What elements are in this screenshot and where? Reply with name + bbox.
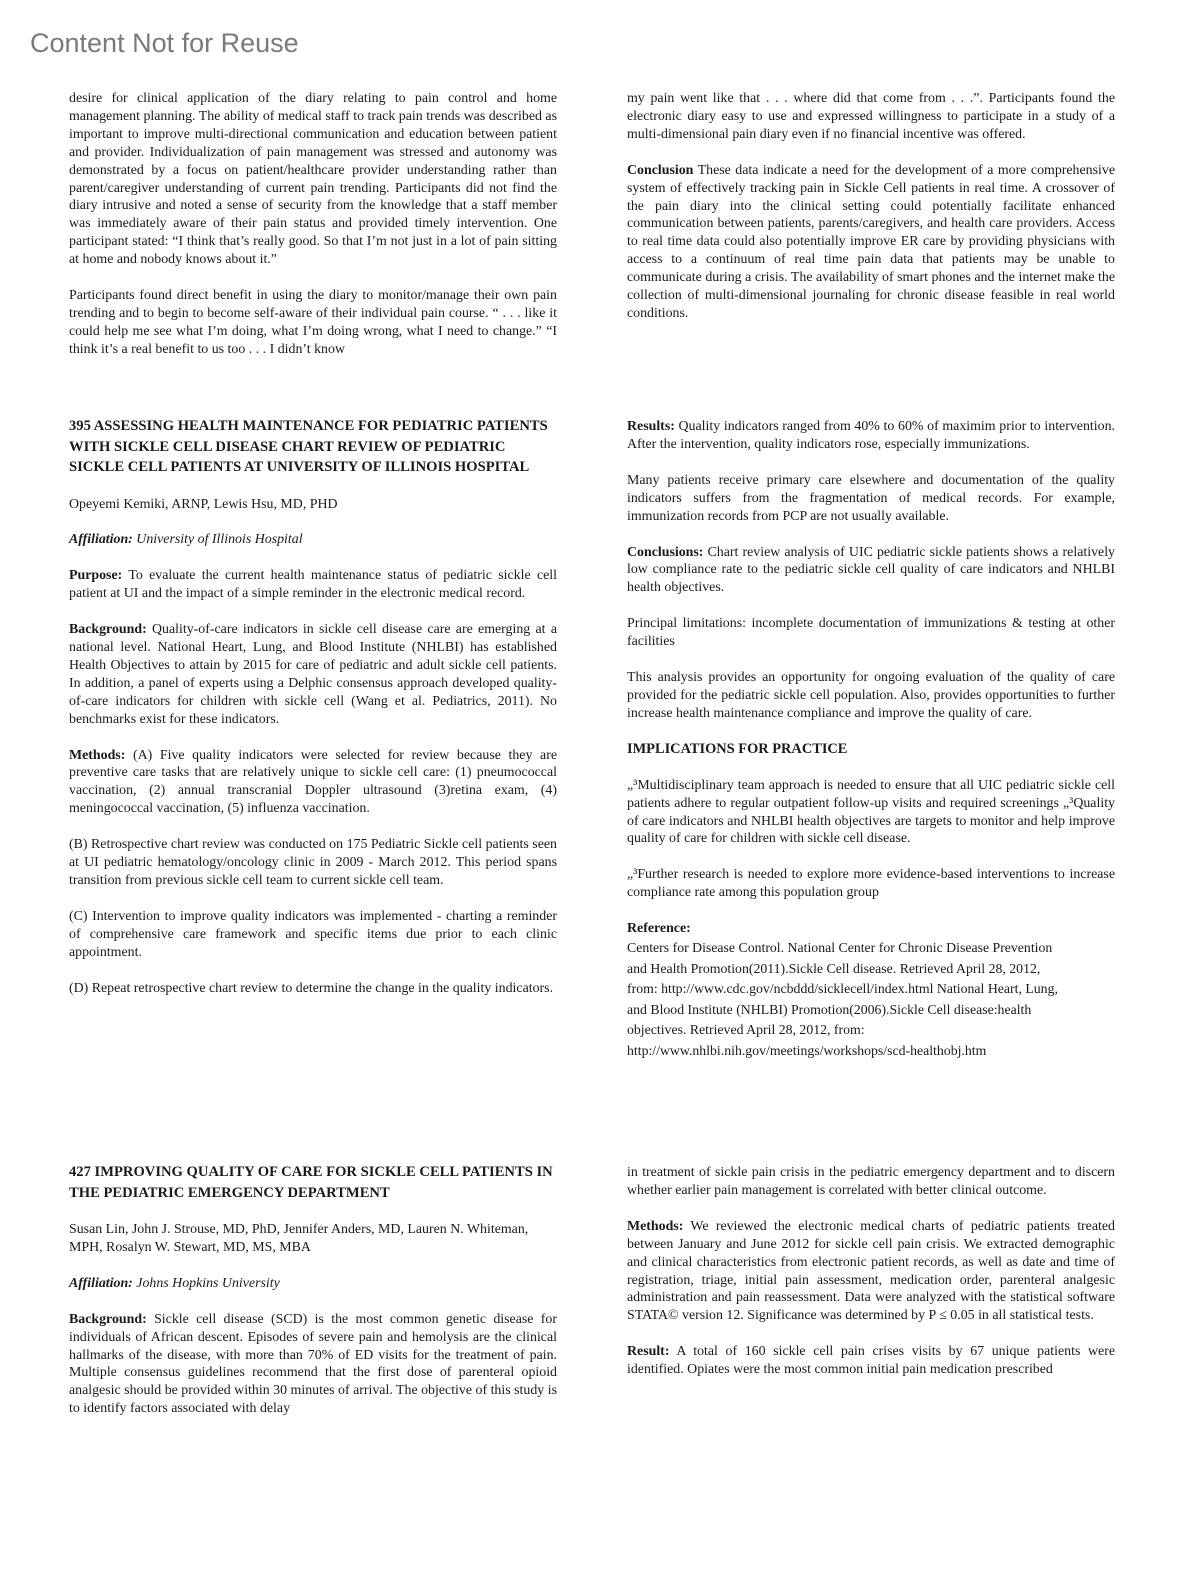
abstract-title: 427 IMPROVING QUALITY OF CARE FOR SICKLE CELL PATIENTS IN THE PEDIATRIC EMERGENCY DEPARTMENT xyxy=(69,1164,553,1201)
conclusions-text: Chart review analysis of UIC pediatric sickle patients shows a relatively low compliance rate to the pediatric sickle cell quality of care indicators and NHLBI health objectives. xyxy=(627,544,1115,596)
affiliation-label: Affiliation: xyxy=(69,1275,133,1291)
paragraph: (C) Intervention to improve quality indicators was implemented - charting a reminder of comprehensive care framework and specific items due prior to each clinic appointment. xyxy=(69,908,557,960)
methods-text: (A) Five quality indicators were selected for review because they are preventive care tasks that are relatively unique to sickle cell care: (1) pneumococcal vaccination, (2) annual transcranial Doppler ultrasound (3)retina exam, (4) meningococcal vaccination, (5) influenza vaccination. xyxy=(69,747,557,817)
paragraph: Participants found direct benefit in using the diary to monitor/manage their own pain trending and to begin to become self-aware of their individual pain course. “ . . . like it could help me see what I’m doing, what I’m doing wrong, what I need to change.” “I think it’s a real benefit to us too . . . I didn’t know xyxy=(69,288,557,357)
result-text: A total of 160 sickle cell pain crises visits by 67 unique patients were identified. Opiates were the most common initial pain medication prescribed xyxy=(627,1344,1115,1378)
reference-line: Centers for Disease Control. National Center for Chronic Disease Prevention xyxy=(627,940,1053,956)
methods-text: We reviewed the electronic medical charts of pediatric patients treated between January and June 2012 for sickle cell pain crisis. We extracted demographic and clinical characteristics from electronic patient records, as well as date and time of registration, triage, initial pain assessment, medication order, parenteral analgesic administration and pain reassessment. Data were analyzed with the statistical software STATA© version 12. Significance was determined by P ≤ 0.05 in all statistical tests. xyxy=(627,1218,1115,1324)
paragraph: in treatment of sickle pain crisis in the pediatric emergency department and to discern whether earlier pain management is correlated with better clinical outcome. xyxy=(627,1165,1115,1198)
background-paragraph xyxy=(69,1311,557,1418)
background-label: Background: xyxy=(69,1311,147,1327)
reference-line: objectives. Retrieved April 28, 2012, from: xyxy=(627,1022,865,1038)
background-text: Sickle cell disease (SCD) is the most common genetic disease for individuals of African descent. Episodes of severe pain and hemolysis are the clinical hallmarks of the disease, with more than 70% of ED visits for the treatment of pain. Multiple consensus guidelines recommend that the first dose of parenteral opioid analgesic should be provided within 30 minutes of arrival. The objective of this study is to identify factors associated with delay xyxy=(69,1311,557,1417)
watermark: Content Not for Reuse xyxy=(30,28,299,58)
background-paragraph xyxy=(69,621,557,728)
paragraph: „³Multidisciplinary team approach is needed to ensure that all UIC pediatric sickle cell patients adhere to regular outpatient follow-up visits and required screenings „³Quality of care indicators and NHLBI health objectives are targets to monitor and help improve quality of care for children with sickle cell disease. xyxy=(627,777,1115,847)
paragraph: Many patients receive primary care elsewhere and documentation of the quality indicators suffers from the fragmentation of medical records. For example, immunization records from PCP are not usually available. xyxy=(627,472,1115,524)
affiliation xyxy=(69,531,557,549)
paragraph: my pain went like that . . . where did that come from . . .”. Participants found the electronic diary easy to use and expressed willingness to participate in a study of a multi-dimensional pain diary even if no financial incentive was offered. xyxy=(627,91,1115,142)
conclusions-paragraph xyxy=(627,544,1115,598)
reference-line: http://www.nhlbi.nih.gov/meetings/workshops/scd-healthobj.htm xyxy=(627,1042,987,1058)
paragraph: „³Further research is needed to explore more evidence-based interventions to increase compliance rate among this population group xyxy=(627,867,1115,901)
purpose-label: Purpose: xyxy=(69,568,123,584)
purpose-text: To evaluate the current health maintenance status of pediatric sickle cell patient at UI and the impact of a simple reminder in the electronic medical record. xyxy=(69,568,557,602)
methods-paragraph xyxy=(69,747,557,819)
conclusion-label: Conclusion xyxy=(627,162,694,178)
background-text: Quality-of-care indicators in sickle cell disease care are emerging at a national level. National Heart, Lung, and Blood Institute (NHLBI) has established Health Objectives to attain by 2015 for care of pediatric and adult sickle cell patients. In addition, a panel of experts using a Delphic consensus approach developed quality-of-care indicators for children with sickle cell (Wang et al. Pediatrics, 2011). No benchmarks exist for these indicators. xyxy=(69,622,557,727)
methods-label: Methods: xyxy=(69,747,126,763)
abstract395-left-column xyxy=(69,416,557,998)
paragraph: (B) Retrospective chart review was conducted on 175 Pediatric Sickle cell patients seen at UI pediatric hematology/oncology clinic in 2009 - March 2012. This period spans transition from previous sickle cell team to current sickle cell team. xyxy=(69,837,557,888)
conclusion-paragraph xyxy=(627,162,1115,323)
conclusions-label: Conclusions: xyxy=(627,544,704,560)
affiliation-text: Johns Hopkins University xyxy=(132,1275,280,1291)
section1-right-column xyxy=(627,90,1115,323)
background-label: Background: xyxy=(69,622,147,638)
implications-heading: IMPLICATIONS FOR PRACTICE xyxy=(627,740,848,757)
paragraph: This analysis provides an opportunity for ongoing evaluation of the quality of care provided for the pediatric sickle cell population. Also, provides opportunities to further increase health maintenance compliance and improve the quality of care. xyxy=(627,670,1115,721)
methods-label: Methods: xyxy=(627,1218,684,1234)
abstract427-right-column xyxy=(627,1164,1115,1379)
abstract427-left-column xyxy=(69,1162,557,1418)
results-text: Quality indicators ranged from 40% to 60% of maximim prior to intervention. After the intervention, quality indicators rose, especially immunizations. xyxy=(627,419,1115,452)
section1-left-column xyxy=(69,90,557,359)
affiliation-text: University of Illinois Hospital xyxy=(132,532,303,548)
reference-line: from: http://www.cdc.gov/ncbddd/sicklecell/index.html National Heart, Lung, xyxy=(627,981,1058,997)
affiliation xyxy=(69,1275,557,1293)
result-paragraph xyxy=(627,1343,1115,1379)
conclusion-text: These data indicate a need for the development of a more comprehensive system of effectively tracking pain in Sickle Cell patients in real time. A crossover of the pain diary into the clinical setting could potentially facilitate enhanced communication between patients, parents/caregivers, and health care providers. Access to real time data could also potentially improve ER care by providing physicians with access to a continuum of real time pain data that patients may be unable to communicate during a crisis. The availability of smart phones and the internet make the collection of multi-dimensional journaling for chronic disease feasible in real world conditions. xyxy=(627,162,1115,321)
authors: Opeyemi Kemiki, ARNP, Lewis Hsu, MD, PHD xyxy=(69,496,338,512)
paragraph: (D) Repeat retrospective chart review to determine the change in the quality indicators. xyxy=(69,980,554,996)
paragraph: desire for clinical application of the diary relating to pain control and home management planning. The ability of medical staff to track pain trends was described as important to improve multi-directional communication and education between patient and provider. Individualization of pain management was stressed and autonomy was demonstrated by a focus on patient/healthcare provider understanding rather than parent/caregiver understanding of current pain trending. Participants did not find the diary intrusive and noted a sense of security from the knowledge that a staff member was immediately aware of their pain status and provided timely intervention. One participant stated: “I think that’s really good. So that I’m not just in a lot of pain sitting at home and nobody knows about it.” xyxy=(69,91,557,268)
abstract-title: 395 ASSESSING HEALTH MAINTENANCE FOR PEDIATRIC PATIENTS WITH SICKLE CELL DISEASE CHART REVIEW OF PEDIATRIC SICKLE CELL PATIENTS AT UNIVERSITY OF ILLINOIS HOSPITAL xyxy=(69,418,548,475)
reference-line: and Blood Institute (NHLBI) Promotion(2006).Sickle Cell disease:health xyxy=(627,1001,1032,1017)
reference-label: Reference: xyxy=(627,921,691,937)
result-label: Result: xyxy=(627,1344,670,1360)
reference-line: and Health Promotion(2011).Sickle Cell disease. Retrieved April 28, 2012, xyxy=(627,960,1041,976)
purpose-paragraph xyxy=(69,567,557,603)
affiliation-label: Affiliation: xyxy=(69,532,133,548)
paragraph: Principal limitations: incomplete documentation of immunizations & testing at other facilities xyxy=(627,616,1115,650)
abstract395-right-column xyxy=(627,418,1115,1061)
methods-paragraph xyxy=(627,1218,1115,1325)
results-paragraph xyxy=(627,418,1115,454)
results-label: Results: xyxy=(627,419,675,434)
authors: Susan Lin, John J. Strouse, MD, PhD, Jennifer Anders, MD, Lauren N. Whiteman, MPH, Rosalyn W. Stewart, MD, MS, MBA xyxy=(69,1222,529,1255)
